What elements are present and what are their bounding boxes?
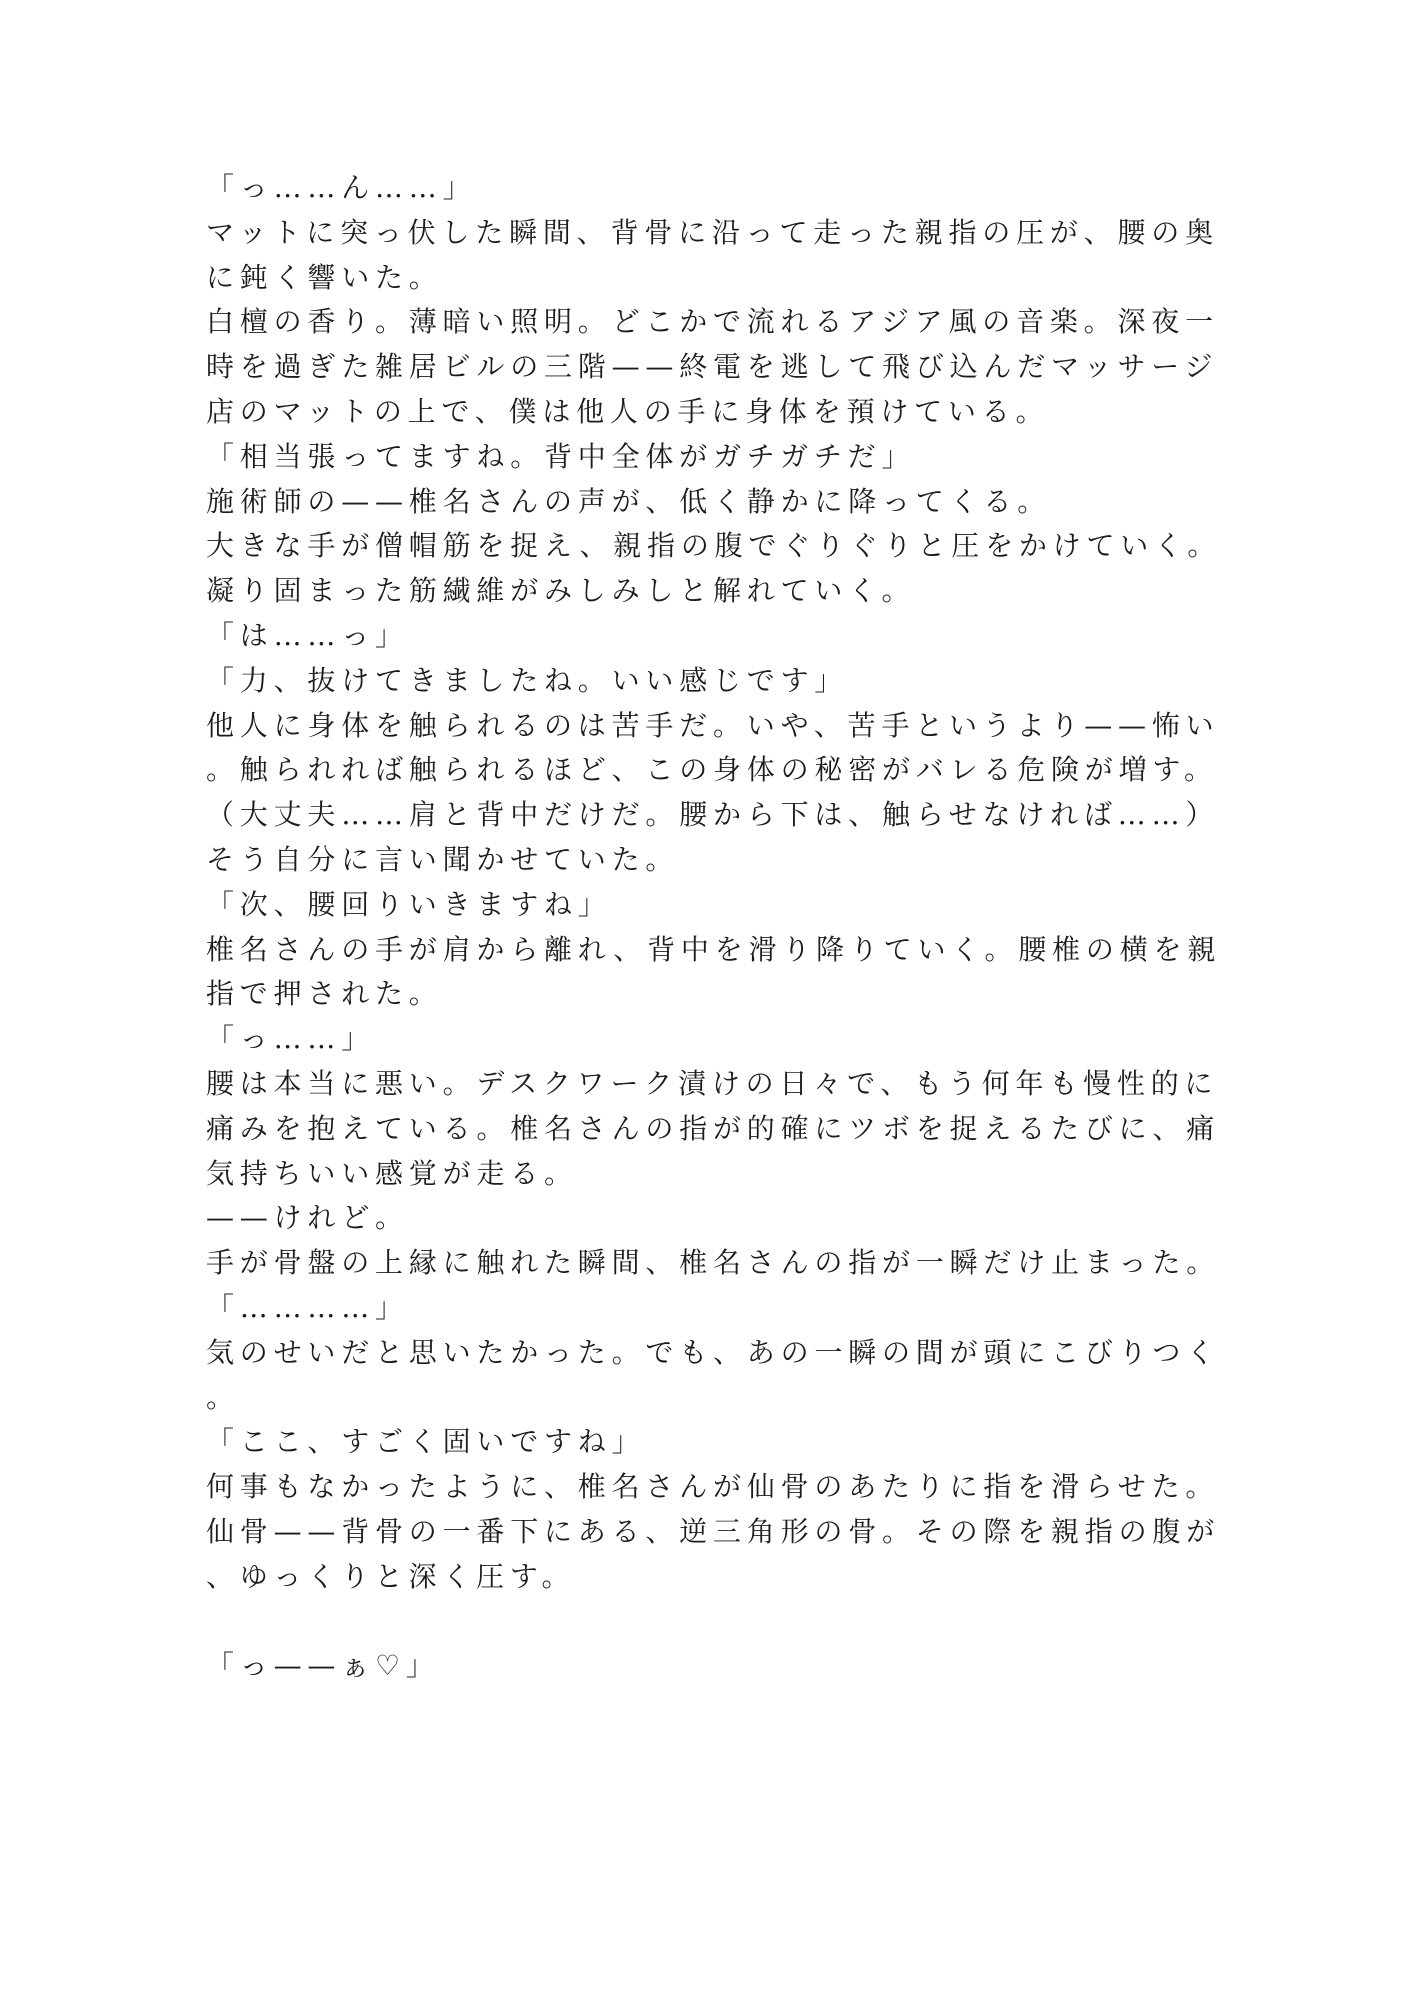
text-line: 痛みを抱えている。椎名さんの指が的確にツボを捉えるたびに、痛: [206, 1111, 1221, 1145]
text-line: 「は……っ」: [206, 618, 409, 652]
text-line: 「ここ、すごく固いですね」: [206, 1425, 646, 1459]
text-line: 「次、腰回りいきますね」: [206, 887, 612, 921]
text-line: 「っ……ん……」: [206, 171, 477, 204]
text-line: 。: [206, 1380, 240, 1414]
text-line: 仙骨——背骨の一番下にある、逆三角形の骨。その際を親指の腹が: [206, 1514, 1221, 1548]
text-line: 白檀の香り。薄暗い照明。どこかで流れるアジア風の音楽。深夜一: [206, 305, 1219, 339]
text-line: 手が骨盤の上縁に触れた瞬間、椎名さんの指が一瞬だけ止まった。: [206, 1246, 1221, 1280]
text-line: 「っ——ぁ♡」: [206, 1649, 440, 1683]
text-line: 指で押された。: [206, 977, 443, 1011]
text-line: 施術師の——椎名さんの声が、低く静かに降ってくる。: [206, 484, 1052, 518]
text-line: 「相当張ってますね。背中全体がガチガチだ」: [206, 439, 916, 473]
text-line: 「…………」: [206, 1290, 409, 1324]
blank-line: [206, 1600, 1216, 1645]
text-line: そう自分に言い聞かせていた。: [206, 842, 680, 876]
text-line: 気のせいだと思いたかった。でも、あの一瞬の間が頭にこびりつく: [206, 1335, 1221, 1369]
text-line: 「力、抜けてきましたね。いい感じです」: [206, 663, 849, 697]
body-text: [206, 166, 1222, 1689]
text-line: 。触られれば触られるほど、この身体の秘密がバレる危険が増す。: [206, 753, 1218, 787]
text-line: 椎名さんの手が肩から離れ、背中を滑り降りていく。腰椎の横を親: [206, 932, 1222, 966]
text-line: 何事もなかったように、椎名さんが仙骨のあたりに指を滑らせた。: [206, 1470, 1220, 1504]
text-line: 他人に身体を触られるのは苦手だ。いや、苦手というより——怖い: [206, 708, 1220, 742]
text-line: 腰は本当に悪い。デスクワーク漬けの日々で、もう何年も慢性的に: [206, 1066, 1219, 1100]
text-line: 時を過ぎた雑居ビルの三階——終電を逃して飛び込んだマッサージ: [206, 350, 1219, 384]
text-line: 「っ……」: [206, 1022, 376, 1056]
text-line: に鈍く響いた。: [206, 260, 443, 294]
text-line: （大丈夫……肩と背中だけだ。腰から下は、触らせなければ……）: [206, 798, 1220, 832]
text-line: ——けれど。: [206, 1201, 409, 1235]
text-line: マットに突っ伏した瞬間、背骨に沿って走った親指の圧が、腰の奥: [206, 215, 1219, 249]
text-line: 大きな手が僧帽筋を捉え、親指の腹でぐりぐりと圧をかけていく。: [206, 529, 1222, 563]
text-line: 、ゆっくりと深く圧す。: [206, 1559, 576, 1593]
text-line: 凝り固まった筋繊維がみしみしと解れていく。: [206, 574, 916, 608]
text-line: 店のマットの上で、僕は他人の手に身体を預けている。: [206, 394, 1050, 428]
text-line: 気持ちいい感覚が走る。: [206, 1156, 578, 1190]
